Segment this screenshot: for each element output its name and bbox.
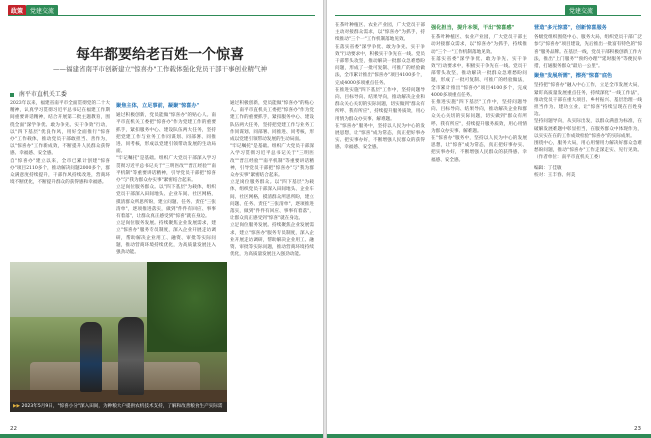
article-title: 每年都要给老百姓一个惊喜 [76, 47, 244, 63]
footer-bar-left [0, 434, 323, 438]
body-column-1: 2023年以来，福建省南平市全面贯彻党的二十大精神，认真学习贯彻习近平总书记在福建工作期间重要讲话精神，结合开展第二批主题教育，围绕全面"深学争优、敢为争先、实干争效"行动，以"四下基层"优良作风，用好全面推行"惊喜办"工作载体，推动党员干部敢担当、善作为，以"惊喜办"工作新成效，不断提升人民群众获得感、幸福感、安全感。 自"惊喜办"建立以来，全市已累计创建"惊喜办"项目2110多个，推动解决问题2000多个，群众满意度持续提升，干部作风持续改进，营商环境不断优化，不断提升群众的获得感和幸福感。 [10, 101, 110, 186]
header-rule-left [8, 15, 315, 16]
byline-marker-icon [10, 93, 14, 97]
photo-tree [147, 262, 227, 352]
photo-person-right [118, 317, 144, 395]
section-heading-2: 强化担当，提升本领，干出"惊喜感" [431, 25, 515, 31]
section-heading-3: 营造"多元惊喜"，创新惊喜服务 [534, 25, 607, 31]
right-column-1-intro: 在茶叶种植区、农业产业园，广大党员干部主动对接群众需求，以"惊喜办"为抓手，持续推动"三个一"工作机制落地见效。 在落实省委"深学争优、敢为争先、实干争效"行动要求中，积极实干争先在一线。党员干部带头攻坚，推动解决一批群众急难愁盼问题，形成了一批可复制、可推广的经验做法，全市累计推出"惊喜办"项目4100多个，完成4000多项重点任务。 在推进实施"四下基层"工作中，坚持问题导向、目标导向、结果导向，推动解决企业和群众关心关切的实际问题，切实做到"群众有所呼、我有所应"，持续提升服务质效，用心用情为群众办实事、解难题。 在"惊喜办"服务中，坚持以人民为中心的发展思想，让"惊喜"成为常态，真正把好事办实、把实事办好，不断增强人民群众的获得感、幸福感、安全感。 [335, 23, 425, 151]
photo-caption-text: 2023年5月9日，"惊喜小分"深入田间，为种粮大户提供农机技术支持，了解和改善粮食生产实际需求。 [13, 404, 223, 419]
right-page [327, 0, 651, 438]
section-tag-right: 党建交流 [565, 5, 597, 16]
body-column-2-text: 通过积极创新，党员能做"惊喜办"的贴心人。南平市直机关工委把"惊喜办"作为党建工作的重要抓手，紧扣服务中心、建设队伍两大任务，坚持把党建工作与业务工作同谋划、同部署、同推进、同考核，形成以党建引领带动发展的生动局面。 "牢记嘱托"是基础。组织广大党员干部深入学习贯彻习近平总书记关于"三明医改""晋江经验""南平机制"等重要讲话精神，引导党员干部把"惊喜办"与"我为群众办实事"紧密结合起来。 立足岗位服务群众。以"四下基层"为载体，组织党员干部深入田间地头、企业车间、社区网格，摸清群众所思所盼，建立问题、任务、责任"三张清单"，逐项推进落实，做到"件件有回应、事事有着落"，让群众真正感受到"惊喜"就在身边。 立足岗位服务发展。持续聚焦企业发展需求，建立"惊喜办"服务专员制度，深入企业开展走访调研，帮助解决企业用工、融资、审批等实际问题，推动营商环境持续优化，为高质量发展注入强劲动能。 [116, 113, 216, 256]
body-column-3: 通过积极创新，党员能做"惊喜办"的贴心人。南平市直机关工委把"惊喜办"作为党建工作的重要抓手，紧扣服务中心、建设队伍两大任务，坚持把党建工作与业务工作同谋划、同部署、同推进、同考核，形成以党建引领带动发展的生动局面。 "牢记嘱托"是基础。组织广大党员干部深入学习贯彻习近平总书记关于"三明医改""晋江经验""南平机制"等重要讲话精神，引导党员干部把"惊喜办"与"我为群众办实事"紧密结合起来。 立足岗位服务群众。以"四下基层"为载体，组织党员干部深入田间地头、企业车间、社区网格，摸清群众所思所盼，建立问题、任务、责任"三张清单"，逐项推进落实，做到"件件有回应、事事有着落"，让群众真正感受到"惊喜"就在身边。 立足岗位服务发展。持续聚焦企业发展需求，建立"惊喜办"服务专员制度，深入企业开展走访调研，帮助解决企业用工、融资、审批等实际问题，推动营商环境持续优化，为高质量发展注入强劲动能。 [230, 101, 314, 258]
right-column-1 [335, 22, 425, 412]
right-column-3-text-b: 坚持把"惊喜办"融入中心工作，立足全市发展大局，紧盯高质量发展重点任务，持续深化"一线工作法"，推动党员干部在重大项目、乡村振兴、基层治理一线担当作为、建功立业，让"惊喜"持续呈现在百姓身边。 坚持问题导向，从实际出发，以群众满意为标准，在破解发展难题中彰显担当，在服务群众中体现作为，以实实在在的工作成效检验"惊喜办"的实际成果。 围绕中心，服务大局，用心用情用力解决好群众急难愁盼问题，推动"惊喜办"工作走深走实、见行见效。（作者单位：南平市直机关工委） [534, 83, 642, 161]
right-column-3 [534, 22, 642, 412]
article-subtitle: ——福建省南平市创新建立"惊喜办"工作载体强化党员干部干事创业精气神 [53, 65, 267, 73]
byline-text: 南平市直机关工委 [18, 91, 67, 98]
section-tag-left: 党建交流 [26, 5, 58, 16]
right-column-2 [431, 22, 527, 412]
proofreader-credit: 校对：王丰春、何美 [534, 172, 576, 178]
photo-caption [10, 402, 227, 419]
section-heading-4: 聚焦"发展所需"，擦亮"惊喜"底色 [534, 73, 613, 80]
body-column-2 [116, 100, 216, 260]
photo-person-left [80, 322, 102, 392]
page-number-right: 23 [634, 426, 641, 432]
caption-arrow-icon: ▶▶ [13, 404, 22, 409]
magazine-logo: 政策 [8, 5, 26, 16]
header-rule-right [335, 15, 641, 16]
page-number-left: 22 [10, 426, 17, 432]
footer-bar-right [327, 434, 651, 438]
right-column-2-text: 在茶叶种植区、农业产业园，广大党员干部主动对接群众需求，以"惊喜办"为抓手，持续推动"三个一"工作机制落地见效。 在落实省委"深学争优、敢为争先、实干争效"行动要求中，积极实干争先在一线。党员干部带头攻坚，推动解决一批群众急难愁盼问题，形成了一批可复制、可推广的经验做法，全市累计推出"惊喜办"项目4100多个，完成4000多项重点任务。 在推进实施"四下基层"工作中，坚持问题导向、目标导向、结果导向，推动解决企业和群众关心关切的实际问题，切实做到"群众有所呼、我有所应"，持续提升服务质效，用心用情为群众办实事、解难题。 在"惊喜办"服务中，坚持以人民为中心的发展思想，让"惊喜"成为常态，真正把好事办实、把实事办好，不断增强人民群众的获得感、幸福感、安全感。 [431, 35, 527, 163]
left-page [0, 0, 323, 438]
article-photo [10, 262, 227, 419]
right-column-3-text-a: 各级党组织围绕中心、服务大局，组织党员干部广泛参与"惊喜办"项目建设，先后推出一批富有特色的"惊喜"服务品牌。在基层一线，党员干部积极创新工作方法，推出"上门服务""预约办理""延时服务"等便民举措，打通服务群众"最后一公里"。 [534, 35, 642, 70]
section-heading-1: 聚焦主体，立足事前，凝聚"惊喜办" [116, 103, 200, 109]
editor-credit: 编辑：丁佳敏 [534, 165, 562, 171]
byline [10, 89, 67, 98]
